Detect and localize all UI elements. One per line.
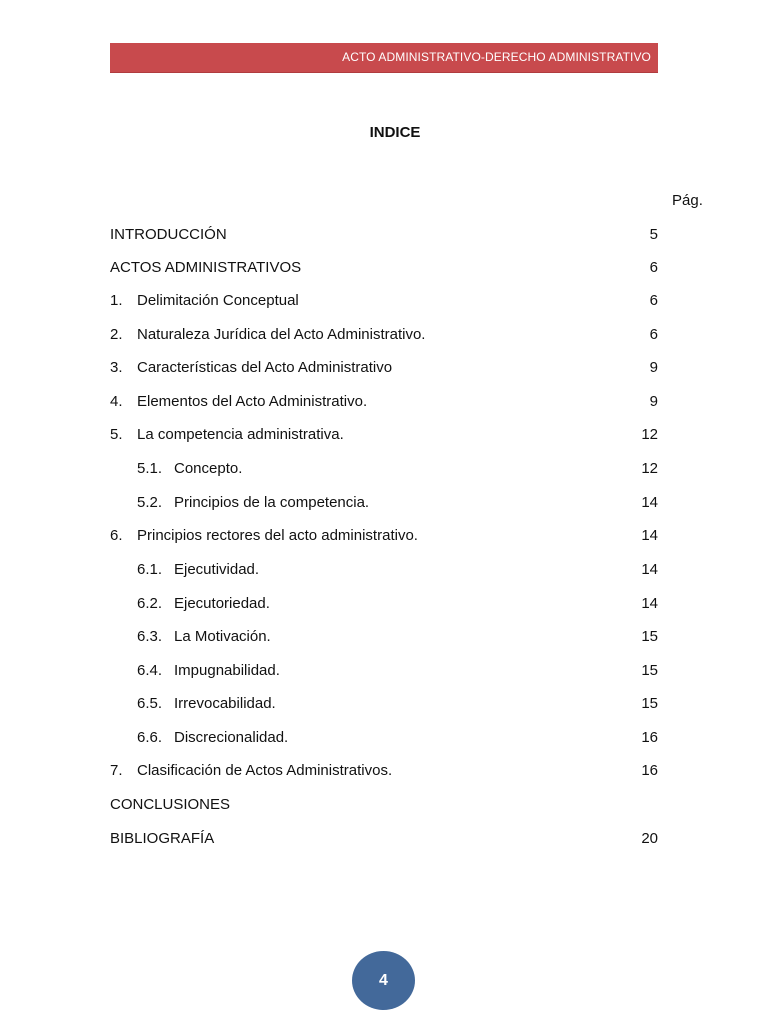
toc-entry-page: 14 xyxy=(641,527,658,544)
toc-entry-text: Delimitación Conceptual xyxy=(137,292,299,309)
toc-entry-page: 15 xyxy=(641,662,658,679)
toc-entry-text: Elementos del Acto Administrativo. xyxy=(137,393,368,410)
header-bar xyxy=(110,43,658,73)
toc-entry-page: 6 xyxy=(649,292,658,309)
toc-entry-number: 5.2. xyxy=(137,494,163,511)
toc-entry-text: Principios rectores del acto administrativo. xyxy=(137,527,418,544)
toc-entry-1 xyxy=(110,291,658,311)
toc-entry-number: 6.3. xyxy=(137,628,163,645)
toc-entry-text: La competencia administrativa. xyxy=(137,426,344,443)
page-number-badge: 4 xyxy=(352,951,415,1010)
toc-entry-text: BIBLIOGRAFÍA xyxy=(110,830,215,847)
header-title: ACTO ADMINISTRATIVO-DERECHO ADMINISTRATIVO xyxy=(342,50,651,64)
toc-entry-text: Discrecionalidad. xyxy=(174,729,289,746)
toc-entry-number: 7. xyxy=(110,762,123,779)
toc-entry-text: Irrevocabilidad. xyxy=(174,695,276,712)
toc-entry-text: La Motivación. xyxy=(174,628,271,645)
toc-entry-6-6 xyxy=(110,728,658,748)
toc-entry-text: Principios de la competencia. xyxy=(174,494,370,511)
page-title: INDICE xyxy=(369,124,421,141)
toc-entry-number: 5.1. xyxy=(137,460,163,477)
toc-entry-number: 6.6. xyxy=(137,729,163,746)
toc-entry-text: Ejecutoriedad. xyxy=(174,595,270,612)
toc-entry-page: 15 xyxy=(641,695,658,712)
toc-entry-number: 4. xyxy=(110,393,123,410)
toc-entry-page: 9 xyxy=(649,393,658,410)
toc-entry-page: 16 xyxy=(641,729,658,746)
toc-entry-6 xyxy=(110,526,658,546)
toc-entry-text: Naturaleza Jurídica del Acto Administrativo. xyxy=(137,326,426,343)
toc-entry-number: 6. xyxy=(110,527,123,544)
toc-entry-page: 14 xyxy=(641,561,658,578)
toc-entry-number: 6.1. xyxy=(137,561,163,578)
toc-entry-page: 5 xyxy=(649,226,658,243)
toc-entry-number: 6.5. xyxy=(137,695,163,712)
page-column-label: Pág. xyxy=(672,192,703,209)
toc-entry-page: 20 xyxy=(641,830,658,847)
toc-entry-text: Concepto. xyxy=(174,460,243,477)
toc-entry-introduccion xyxy=(110,225,658,245)
toc-entry-page: 12 xyxy=(641,426,658,443)
toc-entry-4 xyxy=(110,392,658,412)
toc-entry-conclusiones xyxy=(110,795,658,815)
toc-entry-page: 9 xyxy=(649,359,658,376)
toc-entry-3 xyxy=(110,358,658,378)
toc-entry-text: Clasificación de Actos Administrativos. xyxy=(137,762,393,779)
toc-entry-6-1 xyxy=(110,560,658,580)
toc-entry-6-5 xyxy=(110,694,658,714)
toc-entry-page: 16 xyxy=(641,762,658,779)
toc-entry-number: 3. xyxy=(110,359,123,376)
toc-entry-text: Impugnabilidad. xyxy=(174,662,280,679)
toc-entry-number: 6.2. xyxy=(137,595,163,612)
toc-entry-6-2 xyxy=(110,594,658,614)
toc-entry-page: 6 xyxy=(649,326,658,343)
toc-entry-7 xyxy=(110,761,658,781)
toc-entry-5-1 xyxy=(110,459,658,479)
toc-entry-number: 1. xyxy=(110,292,123,309)
toc-entry-text: INTRODUCCIÓN xyxy=(110,226,227,243)
toc-entry-page: 15 xyxy=(641,628,658,645)
toc-entry-page: 14 xyxy=(641,595,658,612)
toc-entry-number: 6.4. xyxy=(137,662,163,679)
toc-entry-5-2 xyxy=(110,493,658,513)
toc-entry-number: 2. xyxy=(110,326,123,343)
toc-entry-6-3 xyxy=(110,627,658,647)
toc-entry-text: ACTOS ADMINISTRATIVOS xyxy=(110,259,302,276)
toc-entry-page: 14 xyxy=(641,494,658,511)
toc-entry-bibliografia xyxy=(110,829,658,849)
toc-entry-page: 6 xyxy=(649,259,658,276)
toc-entry-5 xyxy=(110,425,658,445)
toc-entry-actos-administrativos xyxy=(110,258,658,278)
toc-entry-text: Características del Acto Administrativo xyxy=(137,359,393,376)
toc-entry-2 xyxy=(110,325,658,345)
toc-entry-text: CONCLUSIONES xyxy=(110,796,231,813)
toc-entry-number: 5. xyxy=(110,426,123,443)
toc-entry-text: Ejecutividad. xyxy=(174,561,260,578)
toc-entry-page: 12 xyxy=(641,460,658,477)
toc-entry-6-4 xyxy=(110,661,658,681)
